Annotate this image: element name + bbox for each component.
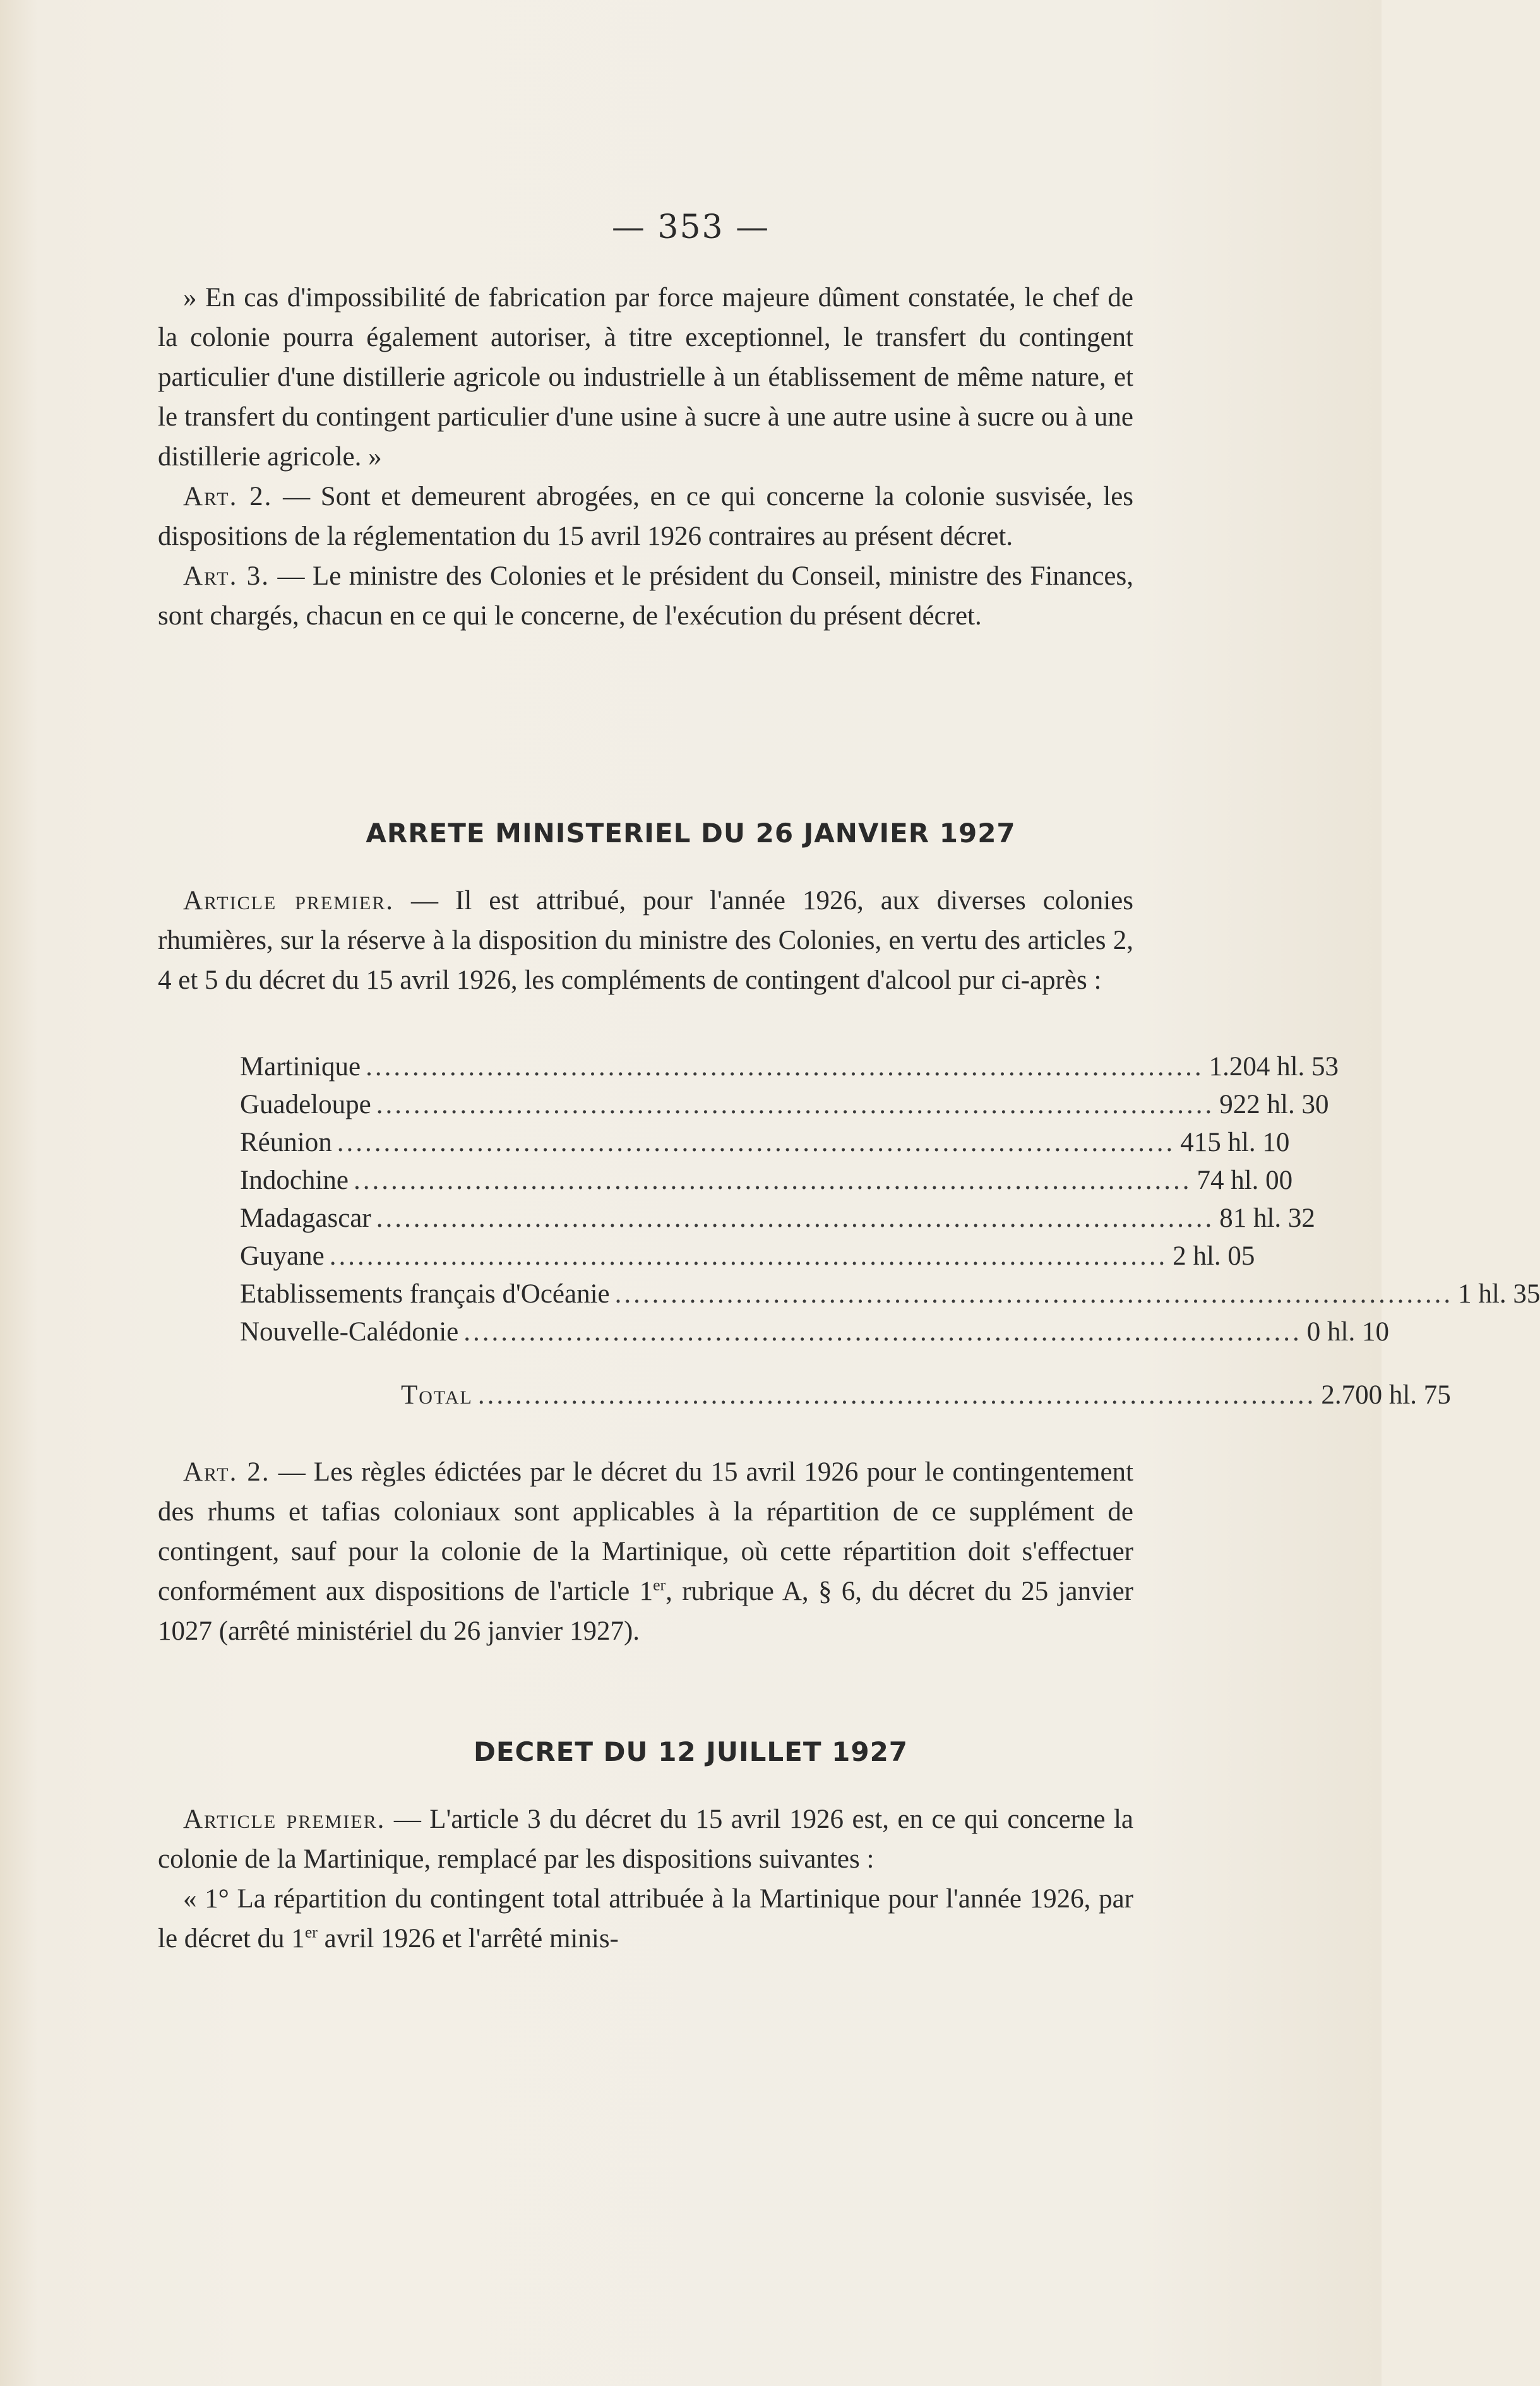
table-row: Martinique .......................................................................................... 1.204 hl. 53 <box>240 1052 1339 1082</box>
decret-quote: « 1° La répartition du contingent total attribuée à la Martinique pour l'année 1926, par le décret du 1er avril 1926 et l'arrêté minis- <box>158 1884 1133 1954</box>
section-heading-arrete: ARRETE MINISTERIEL DU 26 JANVIER 1927 <box>366 818 1016 849</box>
article-text: — Le ministre des Colonies et le président du Conseil, ministre des Finances, sont chargés, chacun en ce qui le concerne, de l'exécution du présent décret. <box>158 561 1134 631</box>
table-total-row: Total .......................................................................................... 2.700 hl. 75 <box>401 1380 1451 1410</box>
table-row: Nouvelle-Calédonie .......................................................................................... 0 hl. 10 <box>240 1317 1389 1347</box>
article-label: Art. 2. <box>183 1457 270 1487</box>
article-text: — L'article 3 du décret du 15 avril 1926 est, en ce qui concerne la colonie de la Martinique, remplacé par les dispositions suivantes : <box>158 1804 1133 1874</box>
article-text: — Il est attribué, pour l'année 1926, aux diverses colonies rhumières, sur la réserve à la disposition du ministre des Colonies, en vertu des articles 2, 4 et 5 du décret du 15 avril 1926, les compléments de contingent d'alcool pur ci-après : <box>158 886 1134 995</box>
table-row: Etablissements français d'Océanie .......................................................................................... 1 hl. 35 <box>240 1279 1540 1309</box>
article-text: — Sont et demeurent abrogées, en ce qui concerne la colonie susvisée, les dispositions de la réglementation du 15 avril 1926 contraires au présent décret. <box>158 482 1134 551</box>
arrete-article-1 <box>158 881 1133 1000</box>
section-heading-decret: DECRET DU 12 JUILLET 1927 <box>473 1736 909 1767</box>
table-row: Guadeloupe .......................................................................................... 922 hl. 30 <box>240 1090 1329 1119</box>
table-row: Guyane .......................................................................................... 2 hl. 05 <box>240 1241 1255 1271</box>
opening-text <box>158 278 1133 636</box>
article-label: Article premier. <box>183 1804 386 1834</box>
arrete-article-2: Art. 2. — Les règles édictées par le décret du 15 avril 1926 pour le contingentement des rhums et tafias coloniaux sont applicables à la répartition de ce supplément de contingent, sauf pour la colonie de la Martinique, où cette répartition doit s'effectuer conformément aux dispositions de l'article 1er, rubrique A, § 6, du décret du 25 janvier 1027 (arrêté ministériel du 26 janvier 1927). <box>158 1457 1133 1646</box>
table-row: Réunion .......................................................................................... 415 hl. 10 <box>240 1128 1290 1157</box>
page-number: — 353 — <box>611 208 770 246</box>
opening-paragraph: » En cas d'impossibilité de fabrication par force majeure dûment constatée, le chef de la colonie pourra également autoriser, à titre exceptionnel, le transfert du contingent particulier d'une distillerie agricole ou industrielle à un établissement de même nature, et le transfert du contingent particulier d'une usine à sucre à une autre usine à sucre ou à une distillerie agricole. » <box>158 283 1133 472</box>
table-row: Madagascar .......................................................................................... 81 hl. 32 <box>240 1203 1315 1233</box>
opening-article-2 <box>158 477 1133 556</box>
table-row: Indochine .......................................................................................... 74 hl. 00 <box>240 1166 1293 1195</box>
article-label: Art. 2. <box>183 482 273 511</box>
article-label: Art. 3. <box>183 561 270 591</box>
opening-article-3 <box>158 556 1133 636</box>
contingent-table <box>240 1048 1540 1414</box>
decret-article-1 <box>158 1799 1133 1959</box>
article-label: Article premier. <box>183 886 395 916</box>
